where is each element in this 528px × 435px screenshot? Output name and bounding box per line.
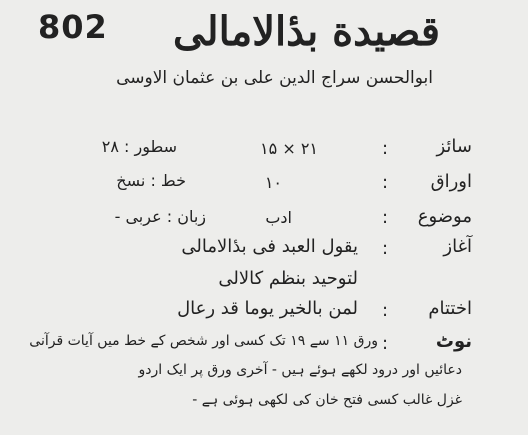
beginning-line-1: یقول العبد فی بدٔالامالی (181, 236, 358, 257)
size-colon: : (382, 138, 389, 159)
note-line-1: ورق ۱۱ سے ۱۹ تک کسی اور شخص کے خط میں آیات قرآنی (29, 333, 378, 349)
beginning-line-2: لتوحید بنظم کالالی (218, 268, 358, 289)
subject-label: موضوع (417, 206, 472, 227)
beginning-label: آغاز (443, 236, 472, 257)
ending-value: لمن بالخیر یوما قد رعال (177, 298, 358, 319)
leaves-colon: : (382, 172, 389, 193)
document-title: قصیدة بدٔالامالی (173, 8, 440, 55)
subject-colon: : (382, 207, 389, 228)
ending-label: اختتام (428, 298, 472, 319)
note-line-3: غزل غالب کسی فتح خان کی لکھی ہوئی ہے - (192, 392, 462, 408)
author-name: ابوالحسن سراج الدین علی بن عثمان الاوسی (116, 68, 433, 88)
size-label: سائز (436, 136, 472, 157)
note-line-2: دعائیں اور درود لکھے ہوئے ہیں - آخری ورق پر ایک اردو (138, 362, 462, 378)
note-colon: : (382, 333, 389, 354)
script-type: خط : نسخ (116, 171, 186, 190)
ending-colon: : (382, 300, 389, 321)
size-value: ۲۱ × ۱۵ (260, 139, 318, 158)
page-number: 802 (38, 8, 108, 46)
note-label: نوٹ (435, 331, 472, 352)
subject-value: ادب (265, 208, 292, 227)
lines-count: سطور : ۲۸ (101, 137, 177, 156)
beginning-colon: : (382, 238, 389, 259)
leaves-label: اوراق (430, 171, 472, 192)
leaves-value: ۱۰ (264, 173, 282, 192)
language: زبان : عربی - (114, 207, 206, 226)
